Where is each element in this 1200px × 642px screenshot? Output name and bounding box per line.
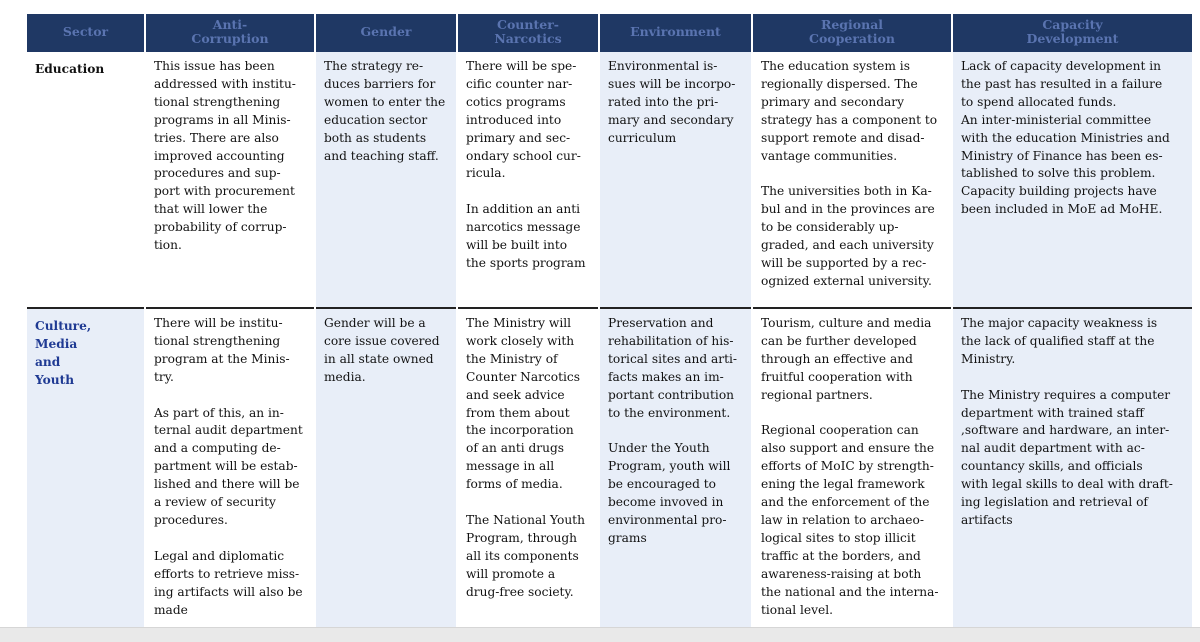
header-regional-cooperation: Regional Cooperation <box>752 14 952 51</box>
bottom-scroll-area <box>0 627 1200 642</box>
header-environment: Environment <box>599 14 752 51</box>
cell-capacity-development: The major capacity weakness is the lack of qualified staff at the Ministry. The Ministry requires a computer department with trained staff ,software and hardware, an inter- nal audit department with ac- countancy skills, and officials with legal skills to deal with draft- ing legislation and retrieval of artifacts <box>952 308 1192 642</box>
row-sector-education: Education <box>27 51 145 308</box>
cell-gender: The strategy re- duces barriers for women to enter the education sector both as students and teaching staff. <box>315 51 457 308</box>
header-counter-narcotics: Counter- Narcotics <box>457 14 599 51</box>
cell-regional-cooperation: Tourism, culture and media can be further developed through an effective and fruitful cooperation with regional partners. Regional cooperation can also support and ensure the efforts of MoIC by strength- ening the legal framework and the enforcement of the law in relation to archaeo- logical sites to stop illicit traffic at the borders, and awareness-raising at both the national and the interna- tional level. <box>752 308 952 642</box>
cell-environment: Preservation and rehabilitation of his- torical sites and arti- facts makes an im- portant contribution to the environment. Under the Youth Program, youth will be encouraged to become invoved in environmental pro- grams <box>599 308 752 642</box>
table-row <box>27 51 1192 308</box>
cell-counter-narcotics: There will be spe- cific counter nar- cotics programs introduced into primary and sec- ondary school cur- ricula. In addition an anti narcotics message will be built into the sports program <box>457 51 599 308</box>
cell-anti-corruption: There will be institu- tional strengthening program at the Minis- try. As part of this, an in- ternal audit department and a computing de- partment will be estab- lished and there will be a review of security procedures. Legal and diplomatic efforts to retrieve miss- ing artifacts will also be made <box>145 308 315 642</box>
cell-counter-narcotics: The Ministry will work closely with the Ministry of Counter Narcotics and seek advice from them about the incorporation of an anti drugs message in all forms of media. The National Youth Program, through all its components will promote a drug-free society. <box>457 308 599 642</box>
table-row <box>27 308 1192 642</box>
cell-anti-corruption: This issue has been addressed with institu- tional strengthening programs in all Minis- tries. There are also improved accounting procedures and sup- port with procurement that will lower the probability of corrup- tion. <box>145 51 315 308</box>
header-anti-corruption: Anti- Corruption <box>145 14 315 51</box>
cell-regional-cooperation: The education system is regionally dispersed. The primary and secondary strategy has a component to support remote and disad- vantage communities. The universities both in Ka- bul and in the provinces are to be considerably up- graded, and each university will be supported by a rec- ognized external university. <box>752 51 952 308</box>
cell-environment: Environmental is- sues will be incorpo- rated into the pri- mary and secondary curriculum <box>599 51 752 308</box>
row-sector-culture-media-youth: Culture, Media and Youth <box>27 308 145 642</box>
sector-strategy-table <box>27 14 1192 642</box>
header-row <box>27 14 1192 51</box>
header-sector: Sector <box>27 14 145 51</box>
header-gender: Gender <box>315 14 457 51</box>
cell-gender: Gender will be a core issue covered in all state owned media. <box>315 308 457 642</box>
header-capacity-development: Capacity Development <box>952 14 1192 51</box>
cell-capacity-development: Lack of capacity development in the past has resulted in a failure to spend allocated funds. An inter-ministerial committee with the education Ministries and Ministry of Finance has been es- tablished to solve this problem. Capacity building projects have been included in MoE ad MoHE. <box>952 51 1192 308</box>
